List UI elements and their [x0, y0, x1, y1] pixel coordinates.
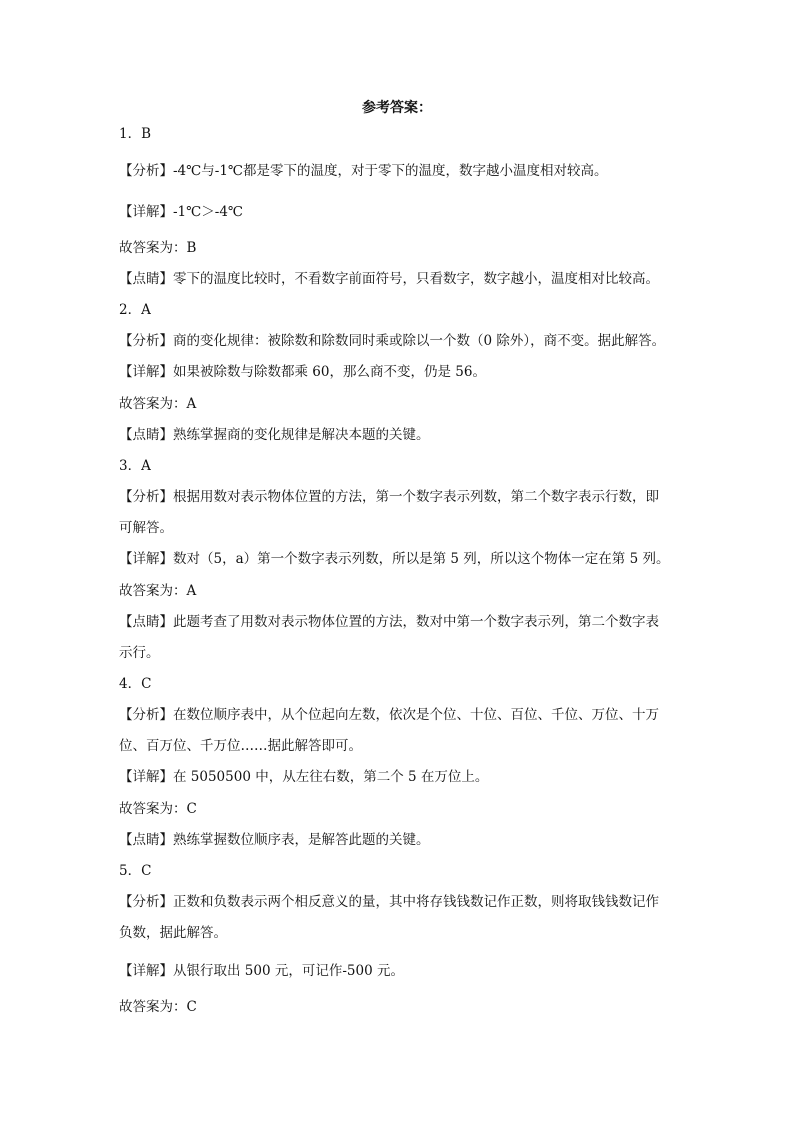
answer-title: 参考答案：	[362, 100, 432, 116]
answer-1: 故答案为：B	[119, 240, 197, 256]
analysis-5-line-1: 【分析】正数和负数表示两个相反意义的量，其中将存钱钱数记作正数，则将取钱钱数记作	[119, 894, 659, 910]
comment-4: 【点睛】熟练掌握数位顺序表，是解答此题的关键。	[119, 832, 430, 848]
analysis-2: 【分析】商的变化规律：被除数和除数同时乘或除以一个数（0 除外），商不变。据此解答。	[119, 333, 666, 349]
answer-4: 故答案为：C	[119, 801, 197, 817]
comment-3-line-1: 【点睛】此题考查了用数对表示物体位置的方法，数对中第一个数字表示列，第二个数字表	[119, 614, 659, 630]
comment-1: 【点睛】零下的温度比较时，不看数字前面符号，只看数字，数字越小，温度相对比较高。	[119, 271, 659, 287]
answer-number-5: 5．C	[119, 863, 152, 879]
comment-2: 【点睛】熟练掌握商的变化规律是解决本题的关键。	[119, 427, 430, 443]
analysis-3-line-2: 可解答。	[119, 520, 173, 536]
detail-5: 【详解】从银行取出 500 元，可记作-500 元。	[119, 963, 404, 979]
answer-number-4: 4．C	[119, 676, 152, 692]
detail-2: 【详解】如果被除数与除数都乘 60，那么商不变，仍是 56。	[119, 364, 486, 380]
answer-2: 故答案为：A	[119, 396, 197, 412]
analysis-3-line-1: 【分析】根据用数对表示物体位置的方法，第一个数字表示列数，第二个数字表示行数，即	[119, 489, 659, 505]
answer-3: 故答案为：A	[119, 583, 197, 599]
analysis-5-line-2: 负数，据此解答。	[119, 925, 227, 941]
answer-number-2: 2．A	[119, 302, 151, 318]
detail-1: 【详解】-1℃＞-4℃	[119, 204, 244, 220]
analysis-4-line-1: 【分析】在数位顺序表中，从个位起向左数，依次是个位、十位、百位、千位、万位、十万	[119, 707, 659, 723]
analysis-1: 【分析】-4℃与-1℃都是零下的温度，对于零下的温度，数字越小温度相对较高。	[119, 163, 608, 179]
analysis-4-line-2: 位、百万位、千万位……据此解答即可。	[119, 738, 362, 754]
answer-5: 故答案为：C	[119, 999, 197, 1015]
detail-3: 【详解】数对（5，a）第一个数字表示列数，所以是第 5 列，所以这个物体一定在第 5 列。	[119, 551, 670, 567]
answer-number-3: 3．A	[119, 458, 151, 474]
answer-number-1: 1．B	[119, 126, 152, 142]
comment-3-line-2: 示行。	[119, 645, 160, 661]
detail-4: 【详解】在 5050500 中，从左往右数，第二个 5 在万位上。	[119, 769, 489, 785]
